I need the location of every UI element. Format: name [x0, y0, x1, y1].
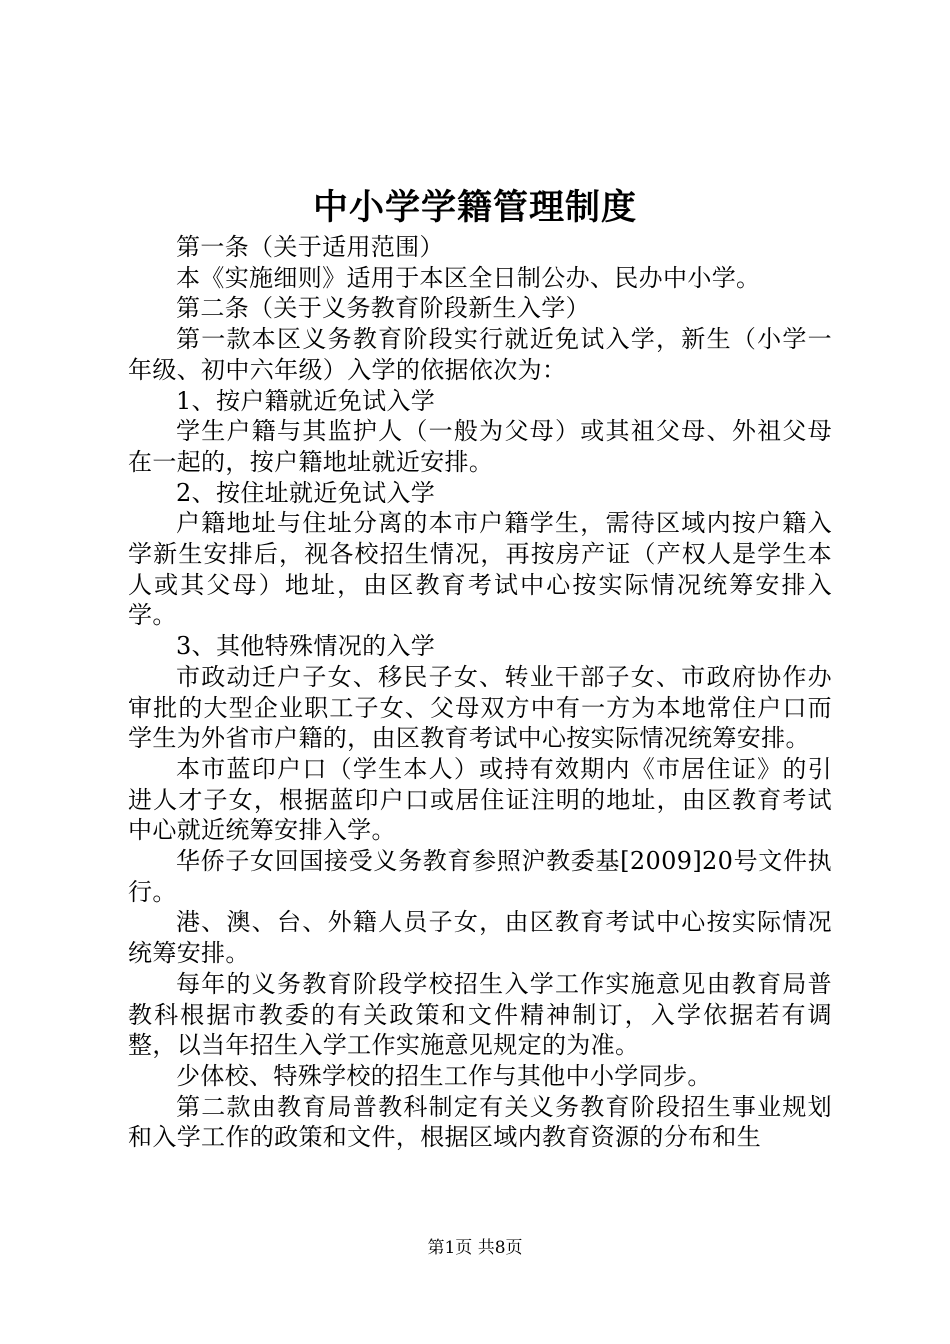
paragraph: 2、按住址就近免试入学 — [176, 478, 436, 507]
paragraph: 第二条（关于义务教育阶段新生入学） — [176, 294, 590, 323]
paragraph: 本市蓝印户口（学生本人）或持有效期内《市居住证》的引进人才子女，根据蓝印户口或居住证注明的地址，由区教育考试中心就近统筹安排入学。 — [128, 754, 832, 845]
document-body — [128, 232, 832, 1153]
paragraph: 少体校、特殊学校的招生工作与其他中小学同步。 — [176, 1061, 712, 1090]
paragraph: 学生户籍与其监护人（一般为父母）或其祖父母、外祖父母在一起的，按户籍地址就近安排。 — [128, 417, 832, 476]
paragraph: 本《实施细则》适用于本区全日制公办、民办中小学。 — [176, 263, 761, 292]
paragraph: 第一条（关于适用范围） — [176, 233, 444, 261]
paragraph: 3、其他特殊情况的入学 — [176, 632, 436, 661]
paragraph: 1、按户籍就近免试入学 — [176, 386, 436, 415]
paragraph: 户籍地址与住址分离的本市户籍学生，需待区域内按户籍入学新生安排后，视各校招生情况，再按房产证（产权人是学生本人或其父母）地址，由区教育考试中心按实际情况统筹安排入学。 — [128, 509, 832, 630]
page-number-footer: 第1页 共8页 — [427, 1238, 523, 1258]
paragraph: 第二款由教育局普教科制定有关义务教育阶段招生事业规划和入学工作的政策和文件，根据区域内教育资源的分布和生 — [128, 1092, 832, 1152]
paragraph: 港、澳、台、外籍人员子女，由区教育考试中心按实际情况统筹安排。 — [128, 908, 832, 968]
paragraph: 第一款本区义务教育阶段实行就近免试入学，新生（小学一年级、初中六年级）入学的依据依次为： — [128, 325, 832, 384]
paragraph: 市政动迁户子女、移民子女、转业干部子女、市政府协作办审批的大型企业职工子女、父母双方中有一方为本地常住户口而学生为外省市户籍的，由区教育考试中心按实际情况统筹安排。 — [128, 662, 832, 753]
paragraph: 华侨子女回国接受义务教育参照沪教委基[2009]20号文件执行。 — [128, 847, 832, 906]
document-title: 中小学学籍管理制度 — [312, 187, 637, 228]
paragraph: 每年的义务教育阶段学校招生入学工作实施意见由教育局普教科根据市教委的有关政策和文件精神制订，入学依据若有调整，以当年招生入学工作实施意见规定的为准。 — [128, 969, 832, 1060]
